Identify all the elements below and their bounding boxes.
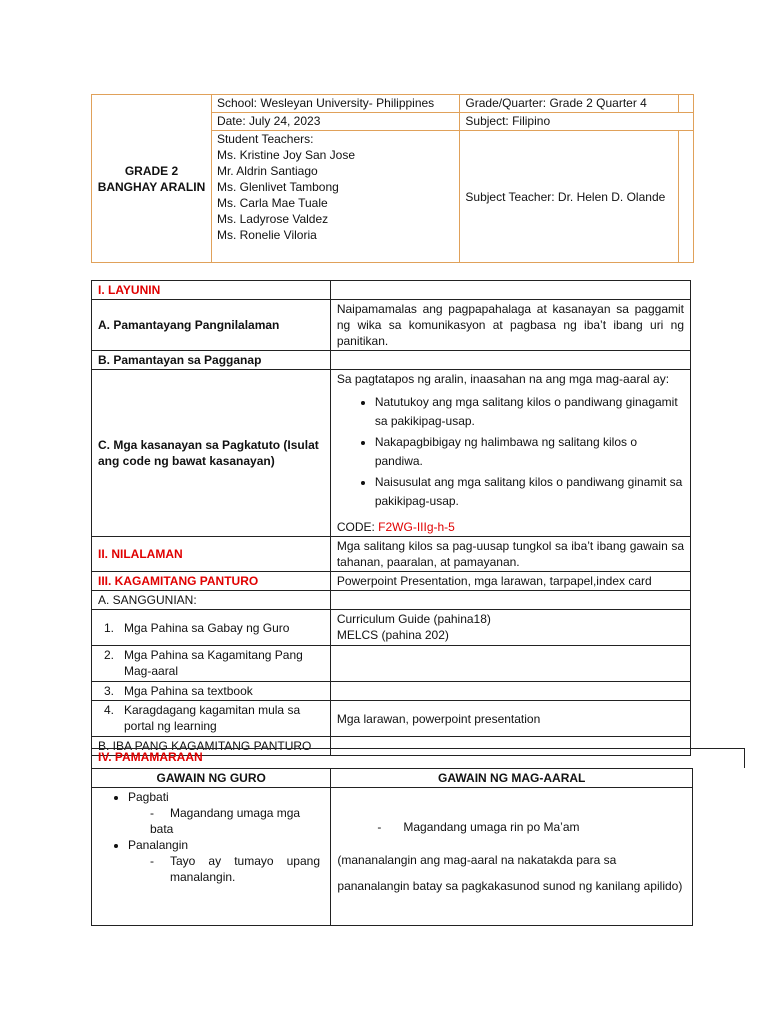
teacher-activity-list [98, 789, 324, 805]
layunin-empty [330, 281, 690, 300]
ref1-cell: 1. Mga Pahina sa Gabay ng Guro [92, 610, 331, 646]
plan-title: BANGHAY ARALIN [97, 179, 206, 194]
grade-quarter-cell: Grade/Quarter: Grade 2 Quarter 4 [460, 95, 679, 113]
pamantayang-text: Naipamamalas ang pagpapahalaga at kasanayan sa paggamit ng wika sa komunikasyon at pagbasa ng iba’t ibang uri ng panitikan. [330, 300, 690, 351]
student-teacher-name: Ms. Carla Mae Tuale [216, 196, 328, 210]
header-spacer-cell [679, 131, 694, 263]
kasanayan-label: C. Mga kasanayan sa Pagkatuto (Isulat ang code ng bawat kasanayan) [92, 370, 331, 537]
teacher-activity-list [98, 837, 324, 853]
pagganap-label: B. Pamantayan sa Pagganap [92, 351, 331, 370]
student-teacher-name: Ms. Ladyrose Valdez [216, 212, 329, 226]
layunin-heading: I. LAYUNIN [92, 281, 331, 300]
list-item: • Nakapagbibigay ng halimbawa ng salitang kilos o pandiwa. [375, 433, 684, 471]
pamamaraan-heading: IV. PAMAMARAAN [91, 748, 745, 768]
ref1-line: Curriculum Guide (pahina18) [336, 612, 491, 626]
kasanayan-cell [330, 370, 690, 537]
ref1-line: MELCS (pahina 202) [336, 628, 449, 642]
student-teacher-name: Ms. Kristine Joy San Jose [216, 148, 356, 162]
sanggunian-label: A. SANGGUNIAN: [92, 591, 331, 610]
code-value: F2WG-IIIg-h-5 [378, 520, 455, 534]
school-cell: School: Wesleyan University- Philippines [211, 95, 459, 113]
ref2-cell: 2. Mga Pahina sa Kagamitang Pang Mag-aaral [92, 646, 331, 682]
pagbati-line: - Magandang umaga mga bata [150, 806, 301, 836]
code-line [337, 519, 684, 535]
grade-title-cell [92, 95, 212, 263]
grade-title: GRADE 2 [124, 163, 179, 178]
pamantayang-label: A. Pamantayang Pangnilalaman [92, 300, 331, 351]
subject-teacher-cell: Subject Teacher: Dr. Helen D. Olande [460, 131, 679, 263]
student-teachers-label: Student Teachers: [216, 132, 314, 146]
student-teacher-name: Ms. Ronelie Viloria [216, 228, 317, 242]
code-label: CODE: [336, 520, 379, 534]
subject-cell: Subject: Filipino [460, 113, 694, 131]
ref3-empty [330, 682, 690, 701]
list-item: • Natutukoy ang mga salitang kilos o pandiwang ginagamit sa pakikipag-usap. [375, 393, 684, 431]
nilalaman-heading: II. NILALAMAN [92, 537, 331, 572]
kasanayan-list [337, 393, 684, 511]
date-cell: Date: July 24, 2023 [211, 113, 459, 131]
student-teacher-name: Mr. Aldrin Santiago [216, 164, 318, 178]
list-item: • Naisusulat ang mga salitang kilos o pandiwang ginamit sa pakikipag-usap. [375, 473, 684, 511]
teacher-activity-cell [92, 788, 331, 926]
list-item: • Panalangin [128, 837, 324, 853]
ref4-cell: 4. Karagdagang kagamitan mula sa portal ng learning [92, 701, 331, 737]
lesson-plan-table [91, 280, 691, 756]
student-note: (mananalangin ang mag-aaral na nakatakda para sa pananalangin batay sa pagkakasunod sunod ng kanilang apilido) [337, 853, 683, 893]
ref1-text [330, 610, 690, 646]
student-reply-line: - Magandang umaga rin po Ma’am [377, 820, 580, 834]
kagamitan-text: Powerpoint Presentation, mga larawan, tarpapel,index card [330, 572, 690, 591]
panalangin-line: - Tayo ay tumayo upang manalangin. [150, 854, 320, 884]
kagamitan-heading: III. KAGAMITANG PANTURO [92, 572, 331, 591]
header-table [91, 94, 694, 263]
student-teacher-name: Ms. Glenlivet Tambong [216, 180, 339, 194]
ref3-cell: 3. Mga Pahina sa textbook [92, 682, 331, 701]
student-activity-cell [331, 788, 693, 926]
pagganap-empty [330, 351, 690, 370]
col-teacher-header: GAWAIN NG GURO [92, 769, 331, 788]
col-student-header: GAWAIN NG MAG-AARAL [331, 769, 693, 788]
list-item: • Pagbati [128, 789, 324, 805]
student-teachers-cell [211, 131, 459, 263]
kasanayan-intro: Sa pagtatapos ng aralin, inaasahan na ang mga mag-aaral ay: [336, 372, 670, 386]
header-spacer-cell [679, 95, 694, 113]
sanggunian-empty [330, 591, 690, 610]
ref4-text: Mga larawan, powerpoint presentation [330, 701, 690, 737]
iba-label: B. IBA PANG KAGAMITANG PANTURO [92, 737, 331, 756]
ref2-empty [330, 646, 690, 682]
nilalaman-text: Mga salitang kilos sa pag-uusap tungkol sa iba’t ibang gawain sa tahanan, paaralan, at pamayanan. [330, 537, 690, 572]
procedure-table [91, 768, 693, 926]
